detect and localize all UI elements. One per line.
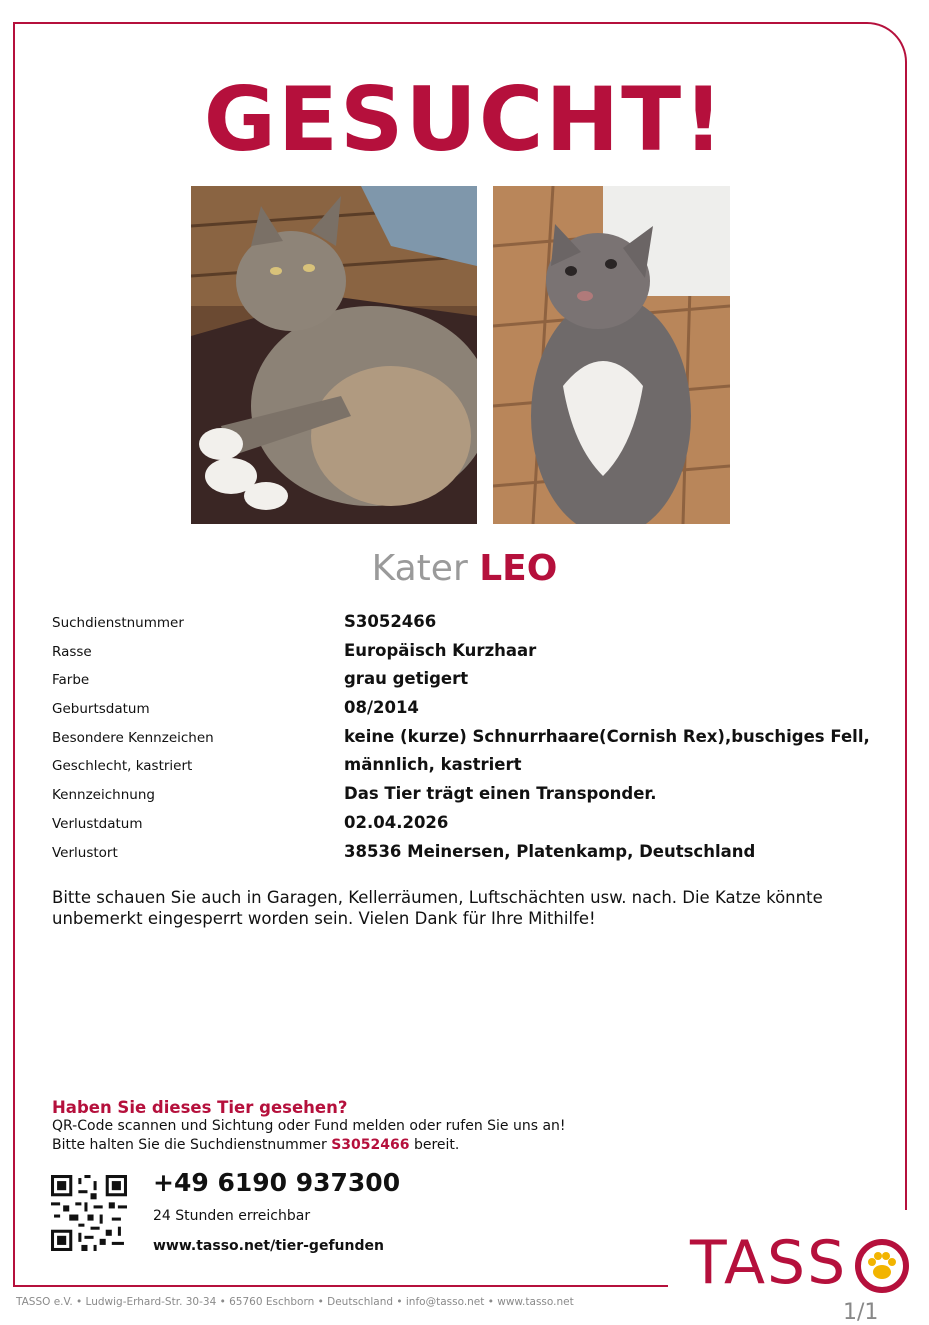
details-table — [52, 612, 882, 870]
cat-photo-sitting — [493, 186, 730, 524]
detail-label: Rasse — [52, 643, 92, 660]
qr-code[interactable] — [51, 1175, 127, 1251]
detail-value: S3052466 — [344, 612, 437, 631]
contact-reference-line — [52, 1137, 459, 1153]
detail-value: männlich, kastriert — [344, 755, 522, 775]
detail-value: 02.04.2026 — [344, 812, 449, 832]
pet-name-prefix: Kater — [371, 548, 468, 589]
availability-text: 24 Stunden erreichbar — [153, 1208, 311, 1224]
detail-label: Farbe — [52, 672, 90, 689]
reference-pre: Bitte halten Sie die Suchdienstnummer — [52, 1137, 327, 1153]
detail-value: keine (kurze) Schnurrhaare(Cornish Rex),buschiges Fell, — [344, 726, 870, 746]
phone-number[interactable]: +49 6190 937300 — [153, 1168, 401, 1197]
cat-photo-lying — [191, 186, 477, 524]
logo-text: TASS — [690, 1228, 848, 1298]
contact-headline: Haben Sie dieses Tier gesehen? — [52, 1098, 348, 1117]
detail-value: Europäisch Kurzhaar — [344, 640, 537, 660]
page-number: 1/1 — [843, 1300, 879, 1325]
detail-label: Geburtsdatum — [52, 701, 150, 718]
detail-row — [52, 669, 882, 698]
detail-label: Geschlecht, kastriert — [52, 758, 193, 775]
paw-logo-icon — [854, 1238, 910, 1294]
detail-row — [52, 698, 882, 727]
website-link[interactable]: www.tasso.net/tier-gefunden — [153, 1238, 384, 1254]
detail-row — [52, 784, 882, 813]
detail-value: 38536 Meinersen, Platenkamp, Deutschland — [344, 841, 756, 861]
poster-title: GESUCHT! — [203, 68, 726, 171]
pet-name — [0, 546, 929, 592]
detail-row — [52, 641, 882, 670]
detail-row — [52, 755, 882, 784]
detail-value: Das Tier trägt einen Transponder. — [344, 784, 657, 804]
detail-label: Kennzeichnung — [52, 787, 155, 804]
search-note: Bitte schauen Sie auch in Garagen, Kellerräumen, Luftschächten usw. nach. Die Katze könnte unbemerkt eingesperrt worden sein. Vielen Dank für Ihre Mithilfe! — [52, 888, 823, 928]
detail-row — [52, 612, 882, 641]
footer-address: TASSO e.V. • Ludwig-Erhard-Str. 30-34 • 65760 Eschborn • Deutschland • info@tasso.net • www.tasso.net — [16, 1296, 574, 1308]
pet-name-value: LEO — [479, 548, 558, 589]
bottom-divider — [13, 1285, 668, 1287]
detail-label: Besondere Kennzeichen — [52, 729, 214, 746]
detail-label: Verlustdatum — [52, 815, 143, 832]
reference-number: S3052466 — [331, 1137, 410, 1153]
detail-value: 08/2014 — [344, 698, 419, 718]
reference-post: bereit. — [413, 1137, 460, 1153]
contact-instruction: QR-Code scannen und Sichtung oder Fund melden oder rufen Sie uns an! — [52, 1118, 566, 1134]
detail-value: grau getigert — [344, 669, 469, 689]
detail-row — [52, 727, 882, 756]
detail-label: Suchdienstnummer — [52, 615, 184, 631]
detail-row — [52, 842, 882, 871]
detail-label: Verlustort — [52, 844, 118, 861]
detail-row — [52, 813, 882, 842]
